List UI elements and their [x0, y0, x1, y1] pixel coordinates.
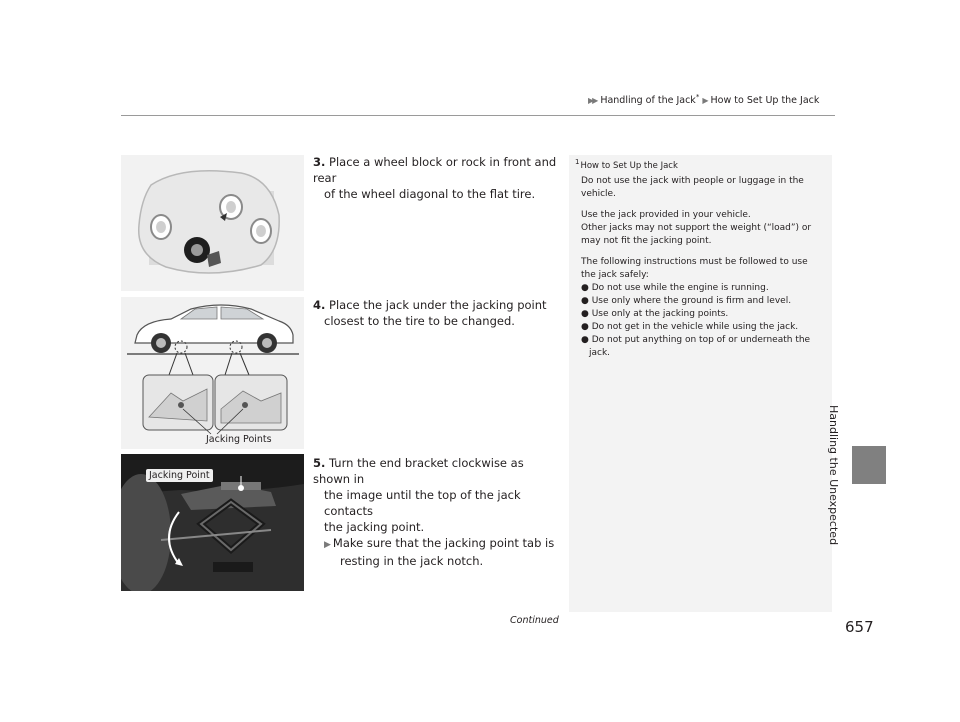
step-text: the image until the top of the jack contacts	[324, 488, 521, 518]
step-5	[313, 455, 558, 569]
breadcrumb-footnote: *	[695, 93, 700, 101]
side-note-panel	[569, 155, 832, 612]
step-text: Place the jack under the jacking point	[329, 298, 547, 312]
list-item: ● Use only where the ground is firm and level.	[581, 296, 792, 306]
list-item: ● Do not use while the engine is running.	[581, 283, 769, 293]
jacking-points-illustration	[121, 297, 304, 449]
step-text: closest to the tire to be changed.	[324, 314, 515, 328]
step-text: Turn the end bracket clockwise as shown in	[313, 456, 524, 486]
step-number: 4.	[313, 298, 326, 312]
list-item: ● Do not get in the vehicle while using the jack.	[581, 322, 799, 332]
breadcrumb-part2: How to Set Up the Jack	[710, 95, 820, 107]
note-paragraph: Do not use the jack with people or luggage in the vehicle.	[581, 176, 804, 199]
chapter-tab-label: Handling the Unexpected	[827, 405, 840, 546]
step-number: 5.	[313, 456, 326, 470]
double-arrow-icon: ▶	[702, 96, 707, 106]
reference-mark: 1	[575, 158, 580, 166]
sub-step: ▶ Make sure that the jacking point tab is	[324, 536, 555, 550]
note-bullet-list	[581, 282, 825, 360]
step-3	[313, 154, 558, 202]
page-number: 657	[845, 618, 874, 636]
arrow-icon: ▶	[324, 540, 329, 550]
jacking-point-label: Jacking Point	[146, 469, 213, 482]
note-body	[581, 175, 825, 360]
breadcrumb-part1: Handling of the Jack	[600, 95, 696, 107]
double-arrow-icon: ▶▶	[588, 96, 597, 106]
breadcrumb	[588, 93, 819, 106]
jacking-points-label: Jacking Points	[206, 434, 272, 445]
sub-step-text: resting in the jack notch.	[340, 554, 484, 568]
continued-label: Continued	[510, 615, 559, 626]
step-number: 3.	[313, 155, 326, 169]
note-title: $^1$How to Set Up the Jack	[575, 158, 678, 171]
step-text: of the wheel diagonal to the flat tire.	[324, 187, 536, 201]
note-paragraph: Use the jack provided in your vehicle. Other jacks may not support the weight (“load”) or may not fit the jacking point.	[581, 210, 812, 246]
step-text: Place a wheel block or rock in front and rear	[313, 155, 557, 185]
step-4	[313, 297, 558, 329]
header-rule	[121, 115, 835, 116]
list-item: ● Use only at the jacking points.	[581, 309, 729, 319]
step-text: the jacking point.	[324, 520, 425, 534]
wheel-block-illustration	[121, 155, 304, 291]
note-paragraph: The following instructions must be followed to use the jack safely:	[581, 257, 808, 280]
list-item: ● Do not put anything on top of or underneath the jack.	[581, 335, 811, 358]
chapter-tab-marker	[852, 446, 886, 484]
